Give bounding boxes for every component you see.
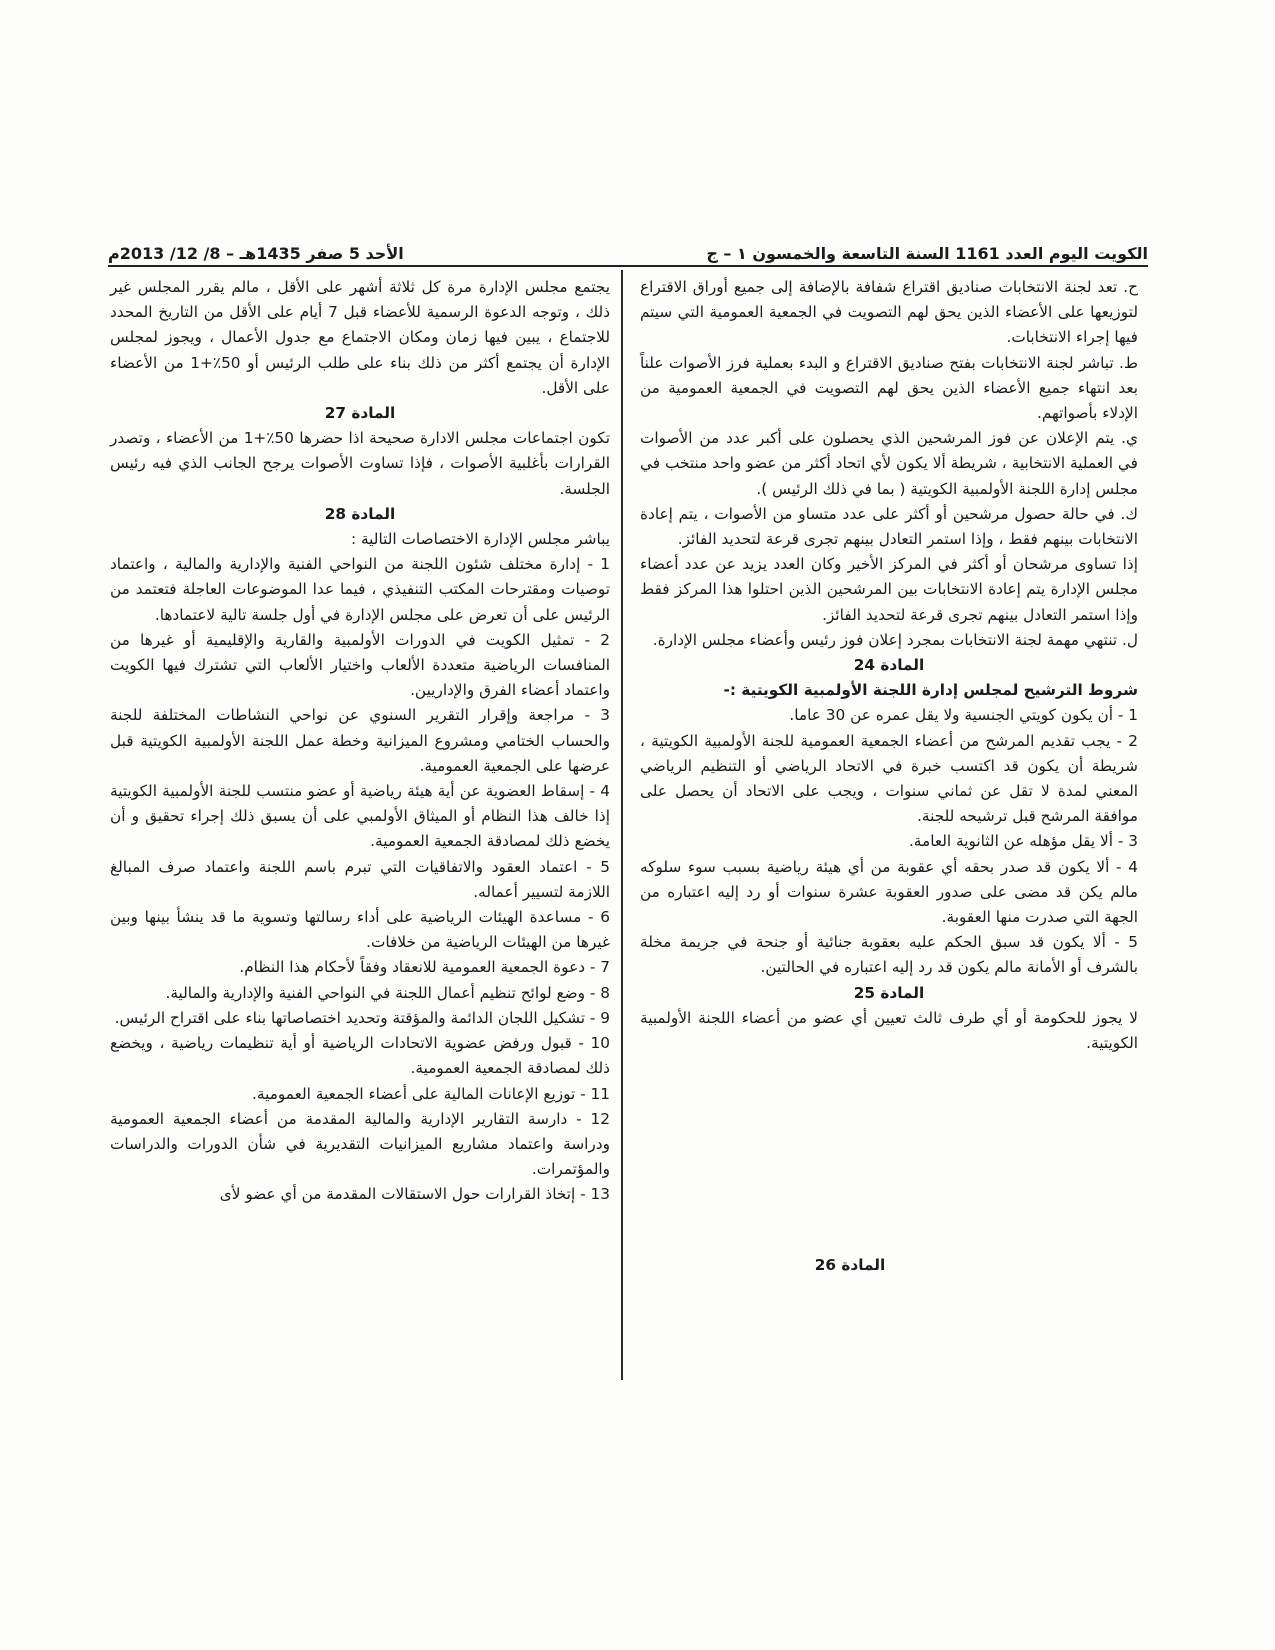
header-divider <box>108 265 1148 267</box>
header-publication-info: الكويت اليوم العدد 1161 السنة التاسعة والخمسون ١ – ج <box>706 244 1148 263</box>
meeting-schedule-text: يجتمع مجلس الإدارة مرة كل ثلاثة أشهر على الأقل ، مالم يقرر المجلس غير ذلك ، وتوجه الدعوة الرسمية للأعضاء قبل 7 أيام على الأقل من التاريخ المحدد للاجتماع ، يبين فيها زمان ومكان الاجتماع مع جدول الأعمال ، ويجوز لمجلس الإدارة أن يجتمع أكثر من ذلك بناء على طلب الرئيس أو 50٪+1 من الأعضاء على الأقل. <box>110 278 611 397</box>
article-28-item-2: 2 - تمثيل الكويت في الدورات الأولمبية والقارية والإقليمية أو غيرها من المنافسات الرياضية متعددة الألعاب واختيار الألعاب التي تشترك فيها الكويت واعتماد أعضاء الفرق والإداريين. <box>110 630 610 700</box>
article-27-title: المادة 27 <box>324 404 396 423</box>
article-28-item-12: 12 - دارسة التقارير الإدارية والمالية المقدمة من أعضاء الجمعية العمومية ودراسة واعتماد مشاريع الميزانيات التقديرية في شأن الدورات والدراسات والمؤتمرات. <box>110 1109 610 1179</box>
article-28-item-4: 4 - إسقاط العضوية عن أية هيئة رياضية أو عضو منتسب للجنة الأولمبية الكويتية إذا خالف هذا النظام أو الميثاق الأولمبي على أن يسبق ذلك إجراء تحقيق و أن يخضع ذلك لمصادقة الجمعية العمومية. <box>110 782 610 851</box>
article-24-item-4: 4 - ألا يكون قد صدر بحقه أي عقوبة من أي هيئة رياضية بسبب سوء سلوكه مالم يكن قد مضى على صدور العقوبة عشرة سنوات أو رد إليه اعتباره من الجهة التي صدرت منها العقوبة. <box>640 857 1138 927</box>
article-24-item-1: 1 - أن يكون كويتي الجنسية ولا يقل عمره عن 30 عاما. <box>789 706 1138 725</box>
article-24-item-5: 5 - ألا يكون قد سبق الحكم عليه بعقوبة جنائية أو جنحة في جريمة مخلة بالشرف أو الأمانة مالم يكون قد رد إليه اعتباره في الحالتين. <box>640 933 1138 977</box>
clause-kaf: ك. في حالة حصول مرشحين أو أكثر على عدد متساو من الأصوات ، يتم إعادة الانتخابات بينهم فقط ، وإذا استمر التعادل بينهم تجرى قرعة لتحديد الفائز. <box>640 504 1138 549</box>
article-28-item-3: 3 - مراجعة وإقرار التقرير السنوي عن نواحي النشاطات المختلفة للجنة والحساب الختامي ومشروع الميزانية وخطة عمل اللجنة الأولمبية الكويتية قبل عرضها على الجمعية العمومية. <box>110 706 610 775</box>
article-28-item-6: 6 - مساعدة الهيئات الرياضية على أداء رسالتها وتسوية ما قد ينشأ بينها وبين غيرها من الهيئات الرياضية من خلافات. <box>110 908 610 952</box>
column-divider <box>621 270 623 1380</box>
article-28-item-8: 8 - وضع لوائح تنظيم أعمال اللجنة في النواحي الفنية والإدارية والمالية. <box>165 983 610 1002</box>
page-header <box>108 229 1148 263</box>
article-25-text: لا يجوز للحكومة أو أي طرف ثالث تعيين أي عضو من أعضاء اللجنة الأولمبية الكويتية. <box>640 1008 1138 1053</box>
article-28-item-5: 5 - اعتماد العقود والاتفاقيات التي تبرم باسم اللجنة واعتماد صرف المبالغ اللازمة لتسيير أعماله. <box>110 857 610 901</box>
clause-ta: ط. تباشر لجنة الانتخابات بفتح صناديق الاقتراع و البدء بعملية فرز الأصوات علناً بعد انتهاء جميع الأعضاء الذين يحق لهم التصويت في الجمعية العمومية من الإدلاء بأصواتهم. <box>640 353 1138 423</box>
clause-tie-rule: إذا تساوى مرشحان أو أكثر في المركز الأخير وكان العدد يزيد عن عدد أعضاء مجلس الإدارة يتم إعادة الانتخابات بين المرشحين الذين احتلوا هذا المركز فقط وإذا استمر التعادل بينهم تجرى قرعة لتحديد الفائز. <box>640 555 1138 624</box>
article-28-item-10: 10 - قبول ورفض عضوية الاتحادات الرياضية أو أية تنظيمات رياضية ، ويخضع ذلك لمصادقة الجمعية العمومية. <box>110 1034 610 1078</box>
article-28-item-1: 1 - إدارة مختلف شئون اللجنة من النواحي الفنية والإدارية والمالية ، واعتماد توصيات ومقترحات المكتب التنفيذي ، فيما عدا الموضوعات العاجلة فتعتمد من الرئيس على أن تعرض على مجلس الإدارة في أول جلسة تالية لاعتمادها. <box>110 555 610 624</box>
article-28-item-7: 7 - دعوة الجمعية العمومية للانعقاد وفقاً لأحكام هذا النظام. <box>239 958 610 977</box>
article-24-item-2: 2 - يجب تقديم المرشح من أعضاء الجمعية العمومية للجنة الأولمبية الكويتية ، شريطة أن يكون قد اكتسب خبرة في الاتحاد الرياضي أو التنظيم الرياضي المعني لمدة لا تقل عن ثماني سنوات ، ويجب على الاتحاد أن يحصل على موافقة المرشح قبل ترشيحه للجنة. <box>640 731 1138 826</box>
left-column <box>110 275 610 1208</box>
article-27-text: تكون اجتماعات مجلس الادارة صحيحة اذا حضرها 50٪+1 من الأعضاء ، وتصدر القرارات بأغلبية الأصوات ، فإذا تساوت الأصوات يرجح الجانب الذي فيه رئيس الجلسة. <box>110 429 610 498</box>
right-column <box>640 275 1138 1056</box>
clause-ya: ي. يتم الإعلان عن فوز المرشحين الذي يحصلون على أكبر عدد من الأصوات في العملية الانتخابية ، شريطة ألا يكون لأي اتحاد أكثر من عضو واحد منتخب في مجلس إدارة اللجنة الأولمبية الكويتية ( بما في ذلك الرئيس ). <box>640 429 1138 498</box>
clause-ha: ح. تعد لجنة الانتخابات صناديق اقتراع شفافة بالإضافة إلى جميع أوراق الاقتراع لتوزيعها على الأعضاء الذين يحق لهم التصويت في الجمعية العمومية التي سيتم فيها إجراء الانتخابات. <box>640 278 1138 347</box>
article-24-item-3: 3 - ألا يقل مؤهله عن الثانوية العامة. <box>908 832 1138 851</box>
article-28-item-9: 9 - تشكيل اللجان الدائمة والمؤقتة وتحديد اختصاصاتها بناء على اقتراح الرئيس. <box>114 1008 610 1027</box>
article-28-intro: يباشر مجلس الإدارة الاختصاصات التالية : <box>350 530 610 549</box>
article-28-title: المادة 28 <box>324 504 396 523</box>
header-date: الأحد 5 صفر 1435هـ – 8/ 12/ 2013م <box>108 244 404 263</box>
article-28-item-13: 13 - إتخاذ القرارات حول الاستقالات المقدمة من أي عضو لأى <box>219 1185 610 1204</box>
article-26-title: المادة 26 <box>814 1256 886 1274</box>
article-24-title: المادة 24 <box>853 656 925 675</box>
clause-lam: ل. تنتهي مهمة لجنة الانتخابات بمجرد إعلان فوز رئيس وأعضاء مجلس الإدارة. <box>652 630 1138 649</box>
article-24-heading: شروط الترشيح لمجلس إدارة اللجنة الأولمبية الكويتية :- <box>723 681 1138 700</box>
article-25-title: المادة 25 <box>853 983 925 1002</box>
article-28-item-11: 11 - توزيع الإعانات المالية على أعضاء الجمعية العمومية. <box>252 1084 610 1103</box>
